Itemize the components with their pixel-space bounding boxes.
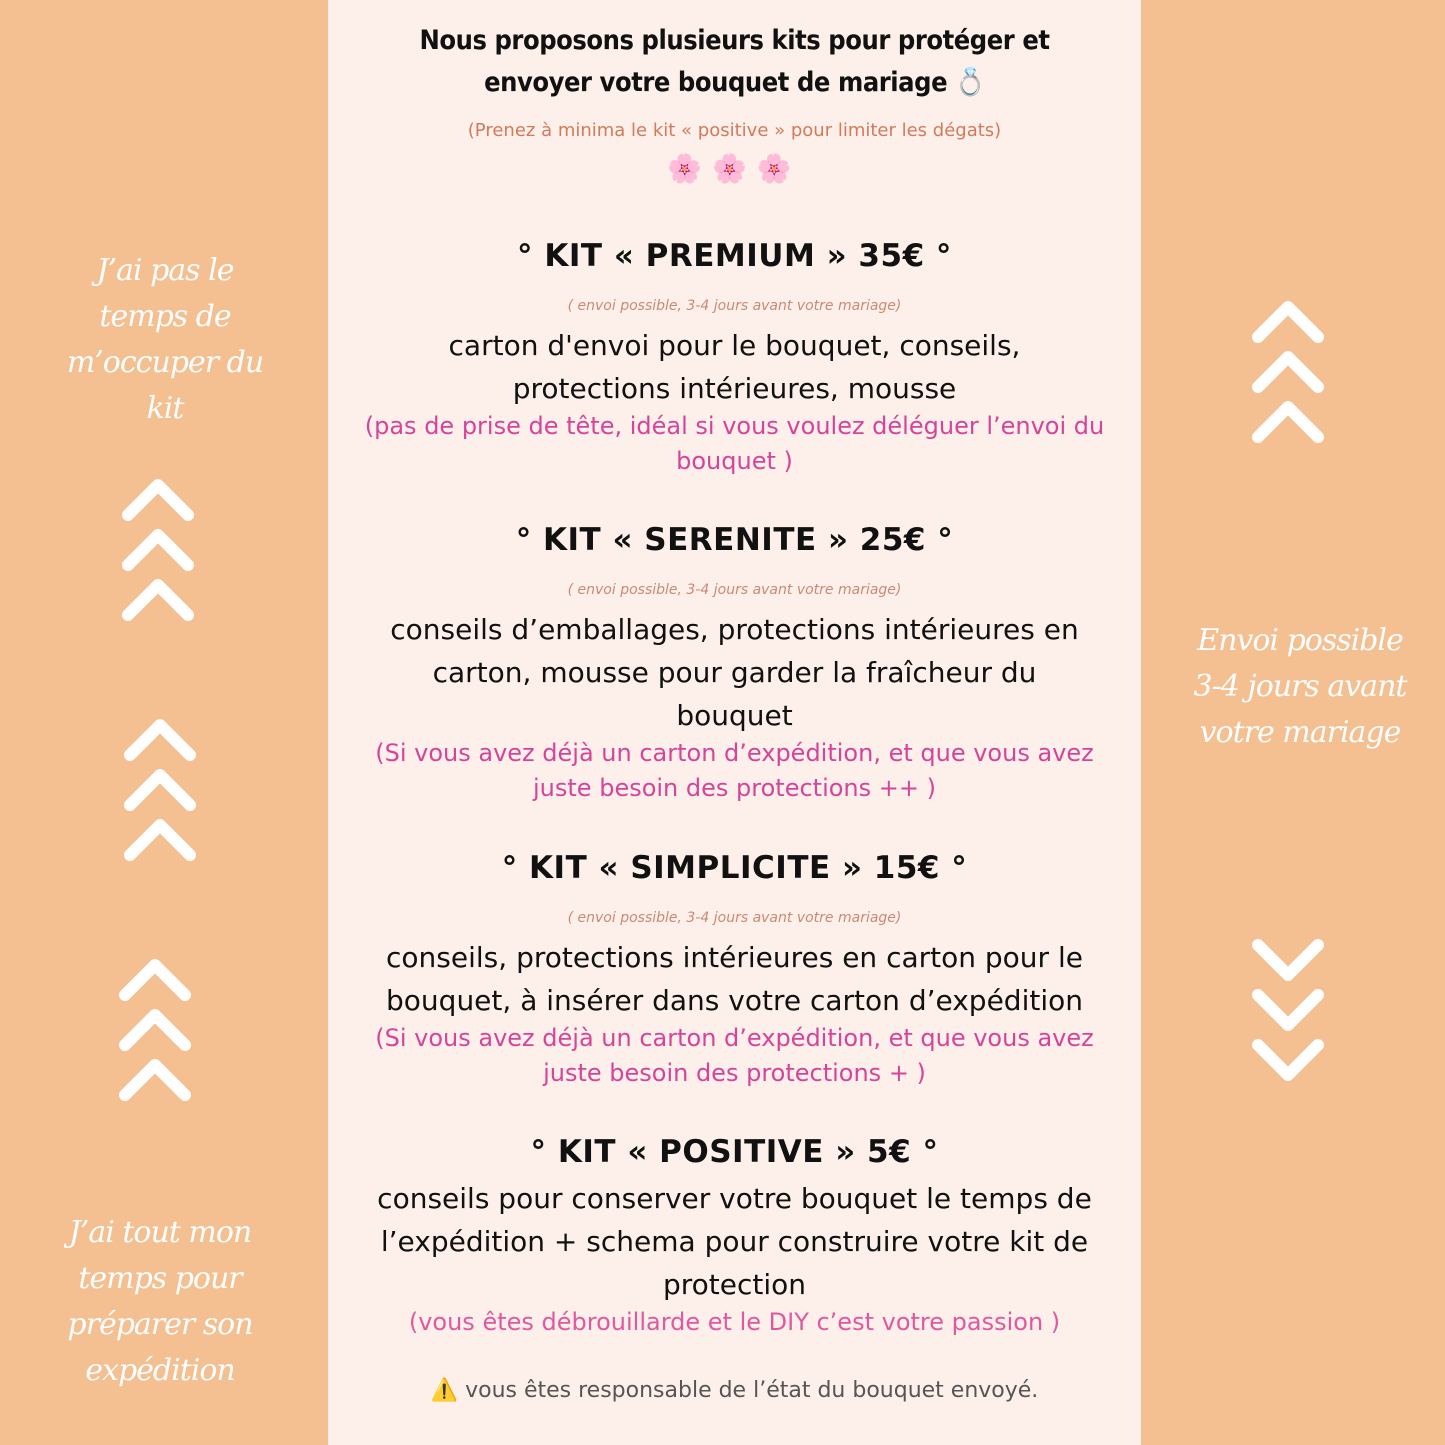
page-subtitle: (Prenez à minima le kit « positive » pour limiter les dégats) [467,120,1002,141]
kit-positive-title: ° KIT « POSITIVE » 5€ ° [530,1134,939,1170]
chevrons-up-icon [118,470,198,625]
chevrons-up-icon [120,710,200,865]
page-title: Nous proposons plusieurs kits pour protéger et envoyer votre bouquet de mariage 💍 [419,25,1050,98]
kit-serenite-desc: conseils d’emballages, protections intérieures en carton, mousse pour garder la fraîcheur du bouquet [390,613,1079,732]
left-bottom-note: J’ai tout mon temps pour préparer son expédition [67,1215,253,1388]
kit-simplicite-title: ° KIT « SIMPLICITE » 15€ ° [501,850,968,886]
kit-serenite-note: ( envoi possible, 3-4 jours avant votre mariage) [567,582,902,598]
kit-simplicite-aside: (Si vous avez déjà un carton d’expédition, et que vous avez juste besoin des protections + ) [375,1024,1094,1087]
chevrons-down-icon [1248,935,1328,1090]
left-top-note: J’ai pas le temps de m’occuper du kit [66,253,264,426]
flowers-icon: 🌸🌸🌸 [667,152,802,185]
kit-premium-desc: carton d'envoi pour le bouquet, conseils, protections intérieures, mousse [448,329,1021,405]
kit-positive-aside: (vous êtes débrouillarde et le DIY c’est votre passion ) [408,1308,1061,1336]
chevrons-up-icon [115,950,195,1105]
kit-simplicite-desc: conseils, protections intérieures en carton pour le bouquet, à insérer dans votre carton d’expédition [386,941,1083,1017]
kit-serenite-aside: (Si vous avez déjà un carton d’expédition, et que vous avez juste besoin des protections ++ ) [375,739,1094,802]
chevrons-up-icon [1248,292,1328,447]
kit-simplicite-note: ( envoi possible, 3-4 jours avant votre mariage) [567,910,902,926]
kit-positive-desc: conseils pour conserver votre bouquet le temps de l’expédition + schema pour construire votre kit de protection [377,1182,1092,1301]
kit-premium-note: ( envoi possible, 3-4 jours avant votre mariage) [567,298,902,314]
kit-premium-aside: (pas de prise de tête, idéal si vous voulez déléguer l’envoi du bouquet ) [364,412,1105,475]
kits-panel [328,0,1141,1445]
kit-serenite-title: ° KIT « SERENITE » 25€ ° [515,522,954,558]
warning-note: ⚠️ vous êtes responsable de l’état du bouquet envoyé. [430,1378,1039,1403]
kit-premium-title: ° KIT « PREMIUM » 35€ ° [517,238,952,274]
right-middle-note: Envoi possible 3-4 jours avant votre mariage [1193,623,1407,750]
